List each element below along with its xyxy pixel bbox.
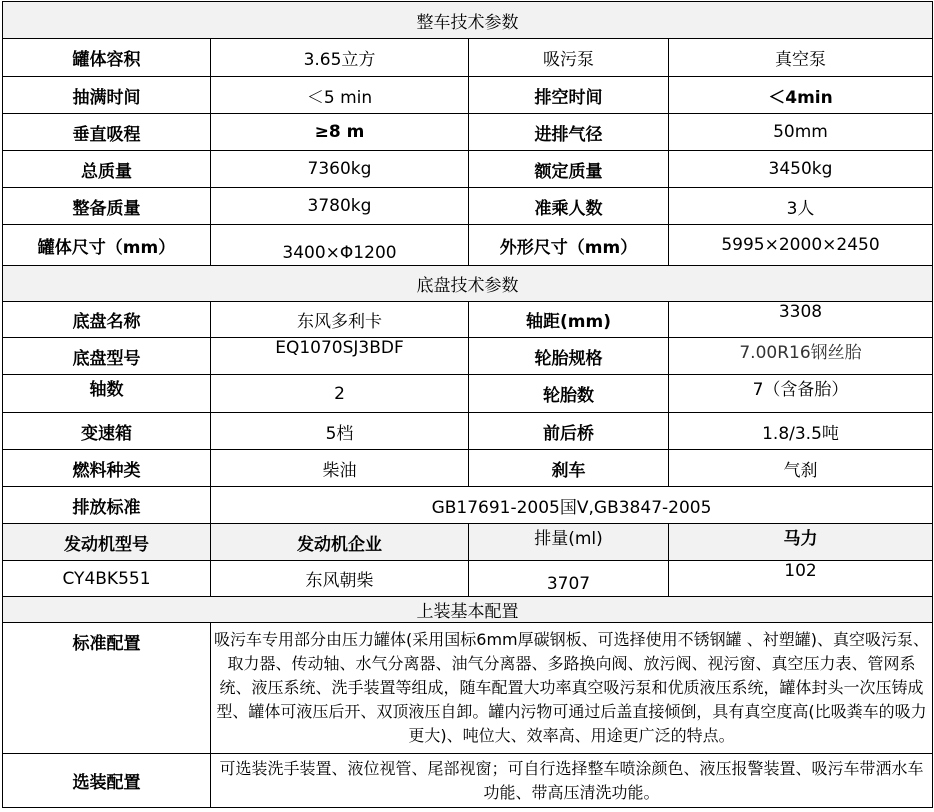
spec-value: ≥8 m (211, 114, 469, 151)
table-row (3, 114, 933, 151)
spec-label: 轴距(mm) (469, 302, 669, 338)
spec-label: 额定质量 (469, 151, 669, 188)
spec-value: GB17691-2005国Ⅴ,GB3847-2005 (211, 487, 933, 524)
spec-table (2, 1, 933, 808)
table-row (3, 225, 933, 266)
spec-label: 燃料种类 (3, 450, 211, 487)
config-text: 吸污车专用部分由压力罐体(采用国标6mm厚碳钢板、可选择使用不锈钢罐 、衬塑罐)、真空吸污泵、取力器、传动轴、水气分离器、油气分离器、多路换向阀、放污阀、视污窗、真空压力表、管网系统、液压系统、洗手装置等组成，随车配置大功率真空吸污泵和优质液压系统，罐体封头一次压铸成型、罐体可液压后开、双顶液压自卸。罐内污物可通过后盖直接倾倒，具有真空度高(比吸粪车的吸力更大)、吨位大、效率高、用途更广泛的特点。 (211, 623, 933, 754)
table-row (3, 188, 933, 225)
spec-value: 气刹 (669, 450, 933, 487)
table-row (3, 375, 933, 413)
config-label: 标准配置 (3, 623, 211, 754)
engine-header: 排量(ml) (469, 524, 669, 561)
engine-header: 发动机型号 (3, 524, 211, 561)
table-row (3, 623, 933, 754)
config-text: 可选装洗手装置、液位视管、尾部视窗；可自行选择整车喷涂颜色、液压报警装置、吸污车带洒水车功能、带高压清洗功能。 (211, 754, 933, 808)
spec-label: 排空时间 (469, 77, 669, 114)
engine-header: 发动机企业 (211, 524, 469, 561)
spec-label: 整备质量 (3, 188, 211, 225)
spec-label: 轮胎数 (469, 375, 669, 413)
config-label: 选装配置 (3, 754, 211, 808)
spec-value: 东风多利卡 (211, 302, 469, 338)
spec-value: 7.00R16钢丝胎 (669, 338, 933, 375)
table-row (3, 77, 933, 114)
spec-label: 外形尺寸（mm） (469, 225, 669, 266)
section-header-chassis: 底盘技术参数 (3, 266, 933, 302)
spec-value: 柴油 (211, 450, 469, 487)
spec-value: 3450kg (669, 151, 933, 188)
spec-label: 底盘名称 (3, 302, 211, 338)
spec-value: 1.8/3.5吨 (669, 413, 933, 450)
spec-value: 5档 (211, 413, 469, 450)
spec-label: 罐体容积 (3, 39, 211, 77)
table-row (3, 338, 933, 375)
spec-label: 底盘型号 (3, 338, 211, 375)
table-row (3, 39, 933, 77)
spec-value: 3人 (669, 188, 933, 225)
engine-value: CY4BK551 (3, 561, 211, 597)
engine-value: 东风朝柴 (211, 561, 469, 597)
spec-value: ＜4min (669, 77, 933, 114)
spec-label: 轮胎规格 (469, 338, 669, 375)
spec-value: 5995×2000×2450 (669, 225, 933, 266)
spec-value: 3400×Φ1200 (211, 225, 469, 266)
engine-value: 102 (669, 561, 933, 597)
section-header-config: 上装基本配置 (3, 597, 933, 623)
spec-value: 3.65立方 (211, 39, 469, 77)
engine-value-row (3, 561, 933, 597)
spec-value: 真空泵 (669, 39, 933, 77)
table-row (3, 487, 933, 524)
table-row (3, 413, 933, 450)
engine-value: 3707 (469, 561, 669, 597)
table-row (3, 151, 933, 188)
spec-label: 刹车 (469, 450, 669, 487)
spec-label: 总质量 (3, 151, 211, 188)
spec-value: 7（含备胎） (669, 375, 933, 413)
spec-label: 吸污泵 (469, 39, 669, 77)
spec-label: 罐体尺寸（mm） (3, 225, 211, 266)
spec-label: 准乘人数 (469, 188, 669, 225)
spec-value: 50mm (669, 114, 933, 151)
engine-header: 马力 (669, 524, 933, 561)
spec-value: EQ1070SJ3BDF (211, 338, 469, 375)
table-row (3, 450, 933, 487)
table-row (3, 754, 933, 808)
spec-label: 排放标准 (3, 487, 211, 524)
spec-label: 垂直吸程 (3, 114, 211, 151)
section-header-vehicle: 整车技术参数 (3, 2, 933, 39)
spec-label: 轴数 (3, 375, 211, 413)
spec-label: 进排气径 (469, 114, 669, 151)
spec-label: 变速箱 (3, 413, 211, 450)
spec-value: 2 (211, 375, 469, 413)
spec-value: 7360kg (211, 151, 469, 188)
table-row (3, 302, 933, 338)
spec-label: 抽满时间 (3, 77, 211, 114)
spec-label: 前后桥 (469, 413, 669, 450)
engine-header-row (3, 524, 933, 561)
spec-value: 3308 (669, 302, 933, 338)
spec-value: 3780kg (211, 188, 469, 225)
spec-value: ＜5 min (211, 77, 469, 114)
